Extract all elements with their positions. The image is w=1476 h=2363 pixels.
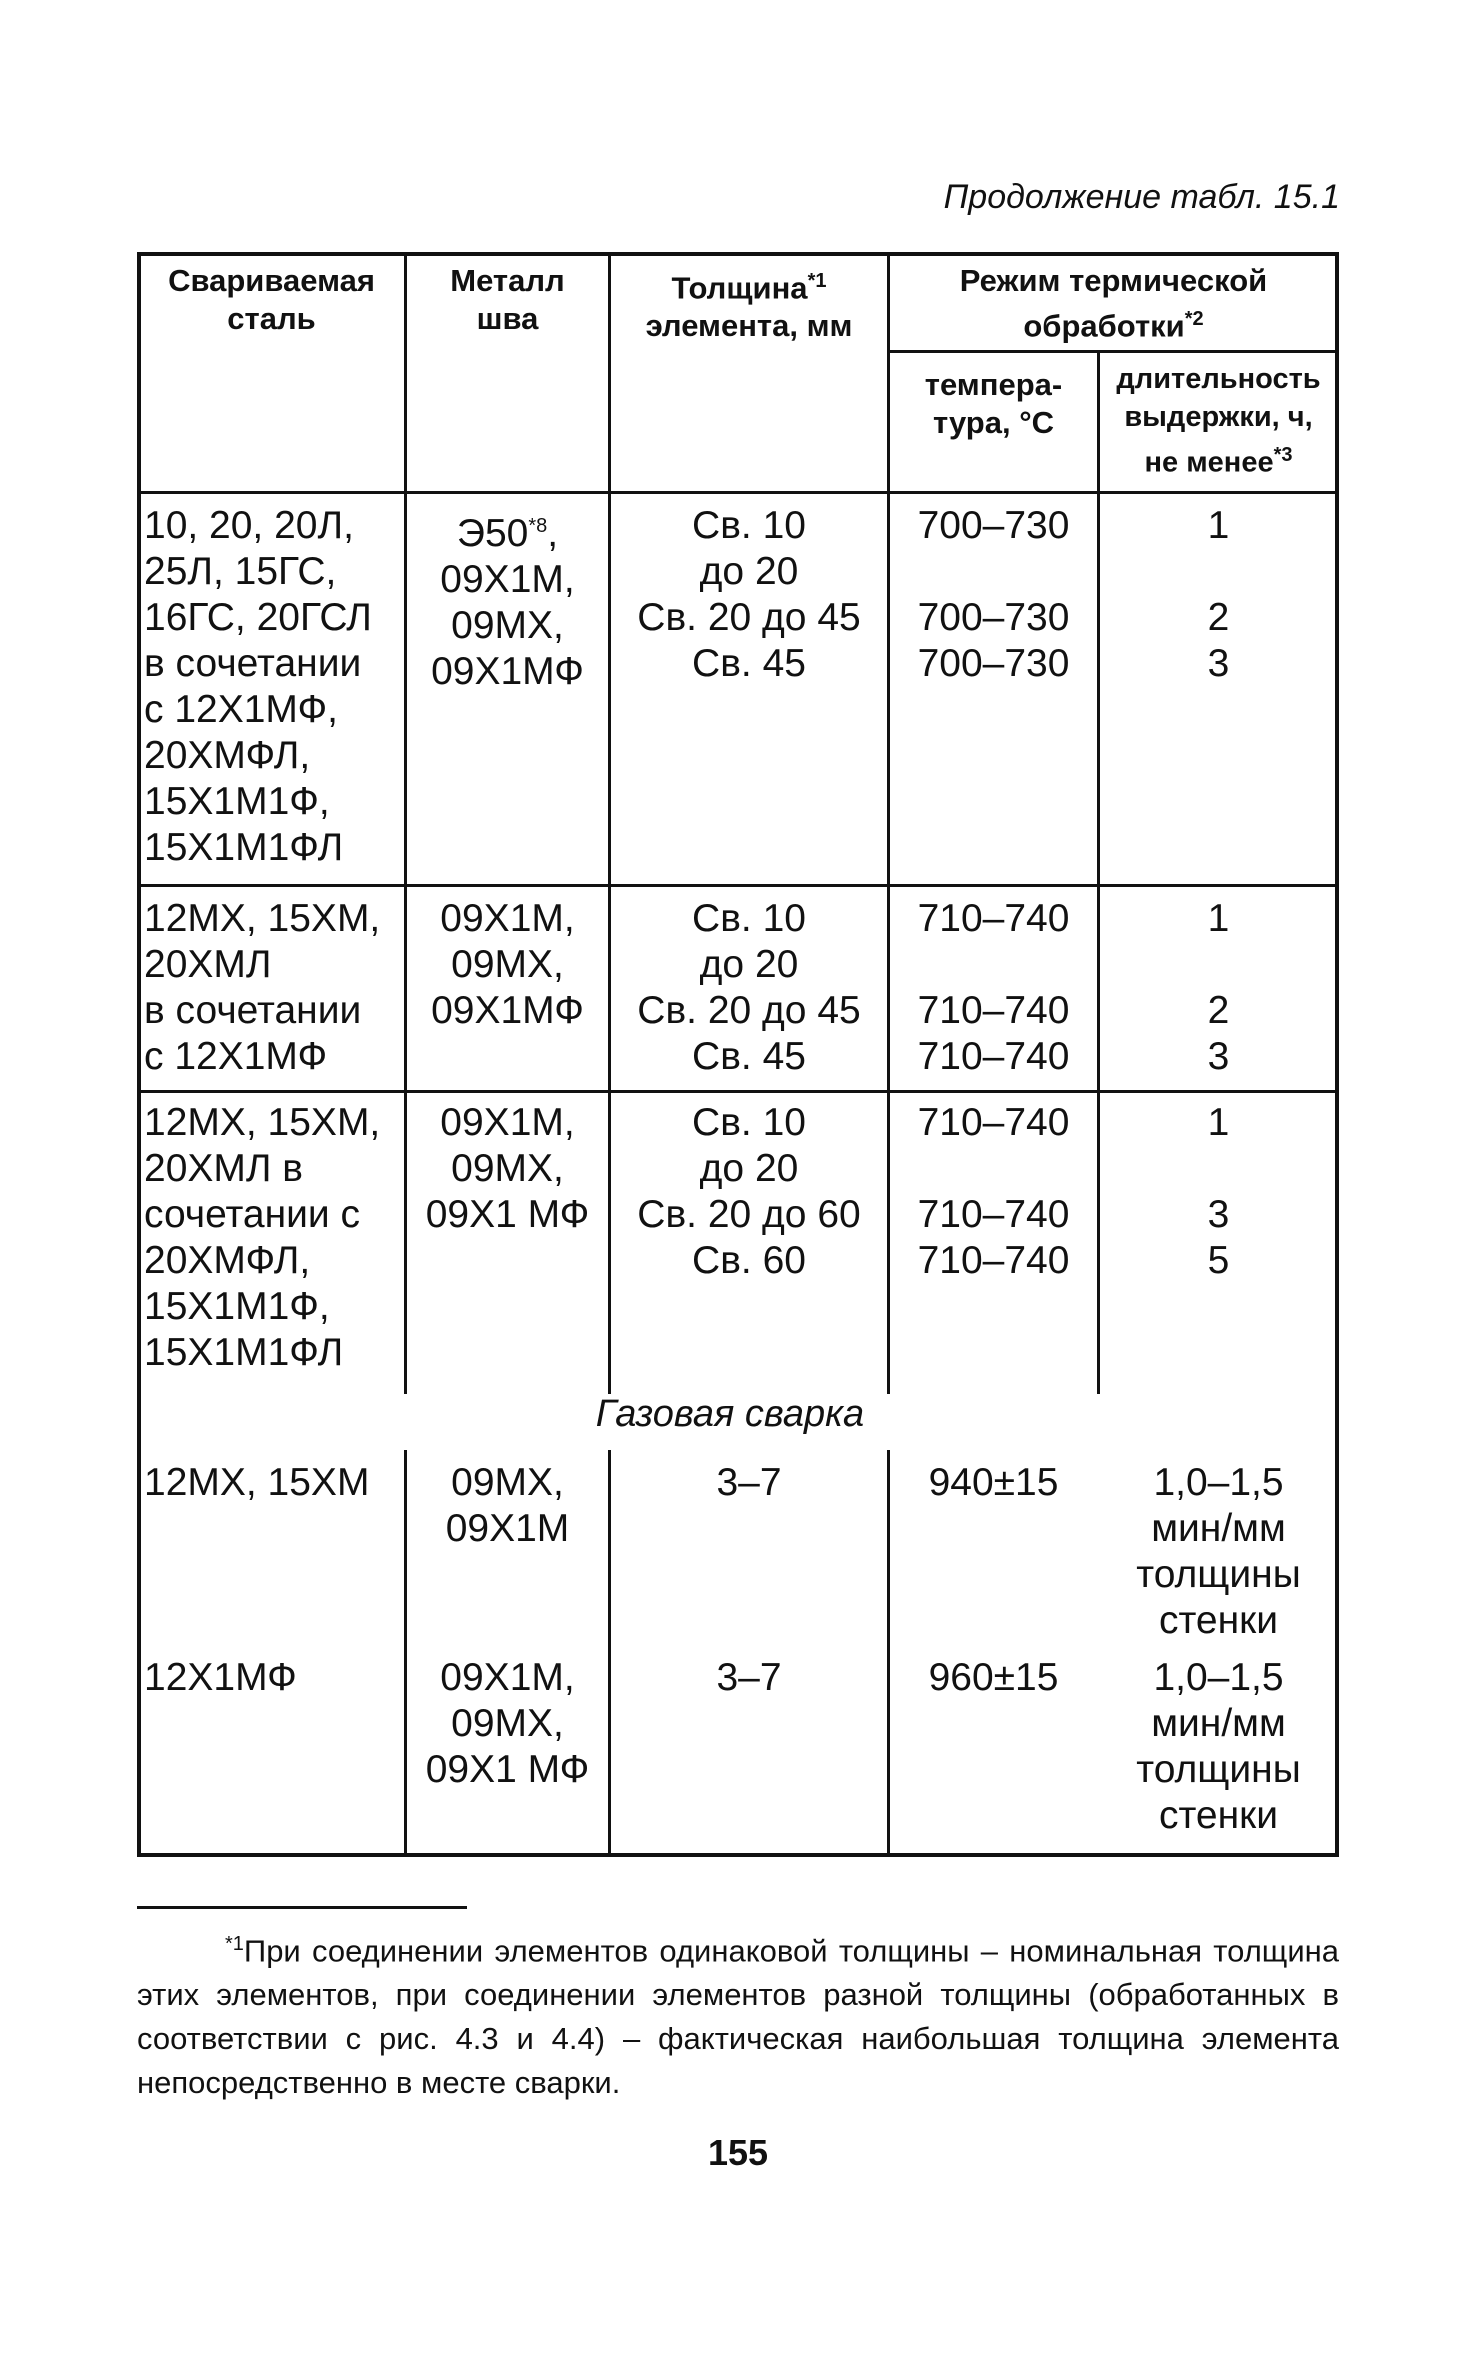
gas-row-1-steel: 12МХ, 15ХМ <box>144 1461 370 1504</box>
group-3-duration: 1 3 5 <box>1207 1101 1230 1282</box>
group-1-temperature: 700–730 700–730 700–730 <box>917 504 1070 685</box>
footnote-text: При соединении элементов одинаковой толщины – номинальная толщина этих элементов, при соединении элементов разной толщины (обработанных в соответствии с рис. 4.3 и 4.4) – фактическая наибольшая толщина элемента непосредственно в месте сварки. <box>137 1933 1339 2101</box>
group-2-bottom-line <box>139 1090 1337 1093</box>
footnote-1 <box>137 1922 1339 2105</box>
table-caption: Продолжение табл. 15.1 <box>943 178 1340 216</box>
group-2-temperature: 710–740 710–740 710–740 <box>917 897 1070 1078</box>
gas-row-1-metal: 09МХ, 09Х1М <box>445 1461 570 1550</box>
gas-row-2-thickness: 3–7 <box>716 1656 782 1699</box>
gas-row-1-temperature: 940±15 <box>928 1461 1059 1504</box>
group-3-thickness: Св. 10 до 20 Св. 20 до 60 Св. 60 <box>637 1101 861 1282</box>
group-1-bottom-line <box>139 884 1337 887</box>
group-3-metal: 09Х1М, 09МХ, 09Х1 МФ <box>425 1101 590 1236</box>
header-weld-metal: Металл шва <box>450 263 565 336</box>
header-bottom-line <box>139 491 1337 494</box>
footnote-rule <box>137 1906 467 1909</box>
col-sep-3-lower <box>887 1450 890 1855</box>
group-2-duration: 1 2 3 <box>1207 897 1230 1078</box>
col-sep-2-lower <box>608 1450 611 1855</box>
header-mode: Режим термической обработки$^{*2}$ <box>959 263 1268 344</box>
group-3-steel: 12МХ, 15ХМ, 20ХМЛ в сочетании с 20ХМФЛ, 15Х1М1Ф, 15Х1М1ФЛ <box>144 1101 381 1374</box>
page-number: 155 <box>707 2132 769 2173</box>
gas-row-2-metal: 09Х1М, 09МХ, 09Х1 МФ <box>425 1656 590 1791</box>
group-1-steel: 10, 20, 20Л, 25Л, 15ГС, 16ГС, 20ГСЛ в сочетании с 12Х1МФ, 20ХМФЛ, 15Х1М1Ф, 15Х1М1ФЛ <box>144 504 372 869</box>
group-1-duration: 1 2 3 <box>1207 504 1230 685</box>
header-thickness: Толщина$^{*1}$ элемента, мм <box>645 270 853 344</box>
gas-row-1-thickness: 3–7 <box>716 1461 782 1504</box>
gas-row-2-temperature: 960±15 <box>928 1656 1059 1699</box>
group-2-thickness: Св. 10 до 20 Св. 20 до 45 Св. 45 <box>637 897 861 1078</box>
header-sub-line <box>887 350 1337 353</box>
gas-row-2-duration: 1,0–1,5 мин/мм толщины стенки <box>1136 1656 1301 1837</box>
group-2-steel: 12МХ, 15ХМ, 20ХМЛ в сочетании с 12Х1МФ <box>144 897 381 1078</box>
header-steel: Свариваемая сталь <box>168 263 375 336</box>
header-temperature: темпера- тура, °С <box>924 367 1063 440</box>
header-duration: длительность выдержки, ч, не менее$^{*3}$ <box>1116 363 1321 479</box>
gas-row-2-steel: 12Х1МФ <box>144 1656 297 1699</box>
group-1-metal: Э50$^{*8}$, 09Х1М, 09МХ, 09Х1МФ <box>431 512 584 693</box>
group-2-metal: 09Х1М, 09МХ, 09Х1МФ <box>431 897 584 1032</box>
gas-row-1-duration: 1,0–1,5 мин/мм толщины стенки <box>1136 1461 1301 1642</box>
group-3-temperature: 710–740 710–740 710–740 <box>917 1101 1070 1282</box>
group-1-thickness: Св. 10 до 20 Св. 20 до 45 Св. 45 <box>637 504 861 685</box>
footnote-marker: *1 <box>225 1933 244 1955</box>
section-title-gas-welding: Газовая сварка <box>595 1393 865 1435</box>
